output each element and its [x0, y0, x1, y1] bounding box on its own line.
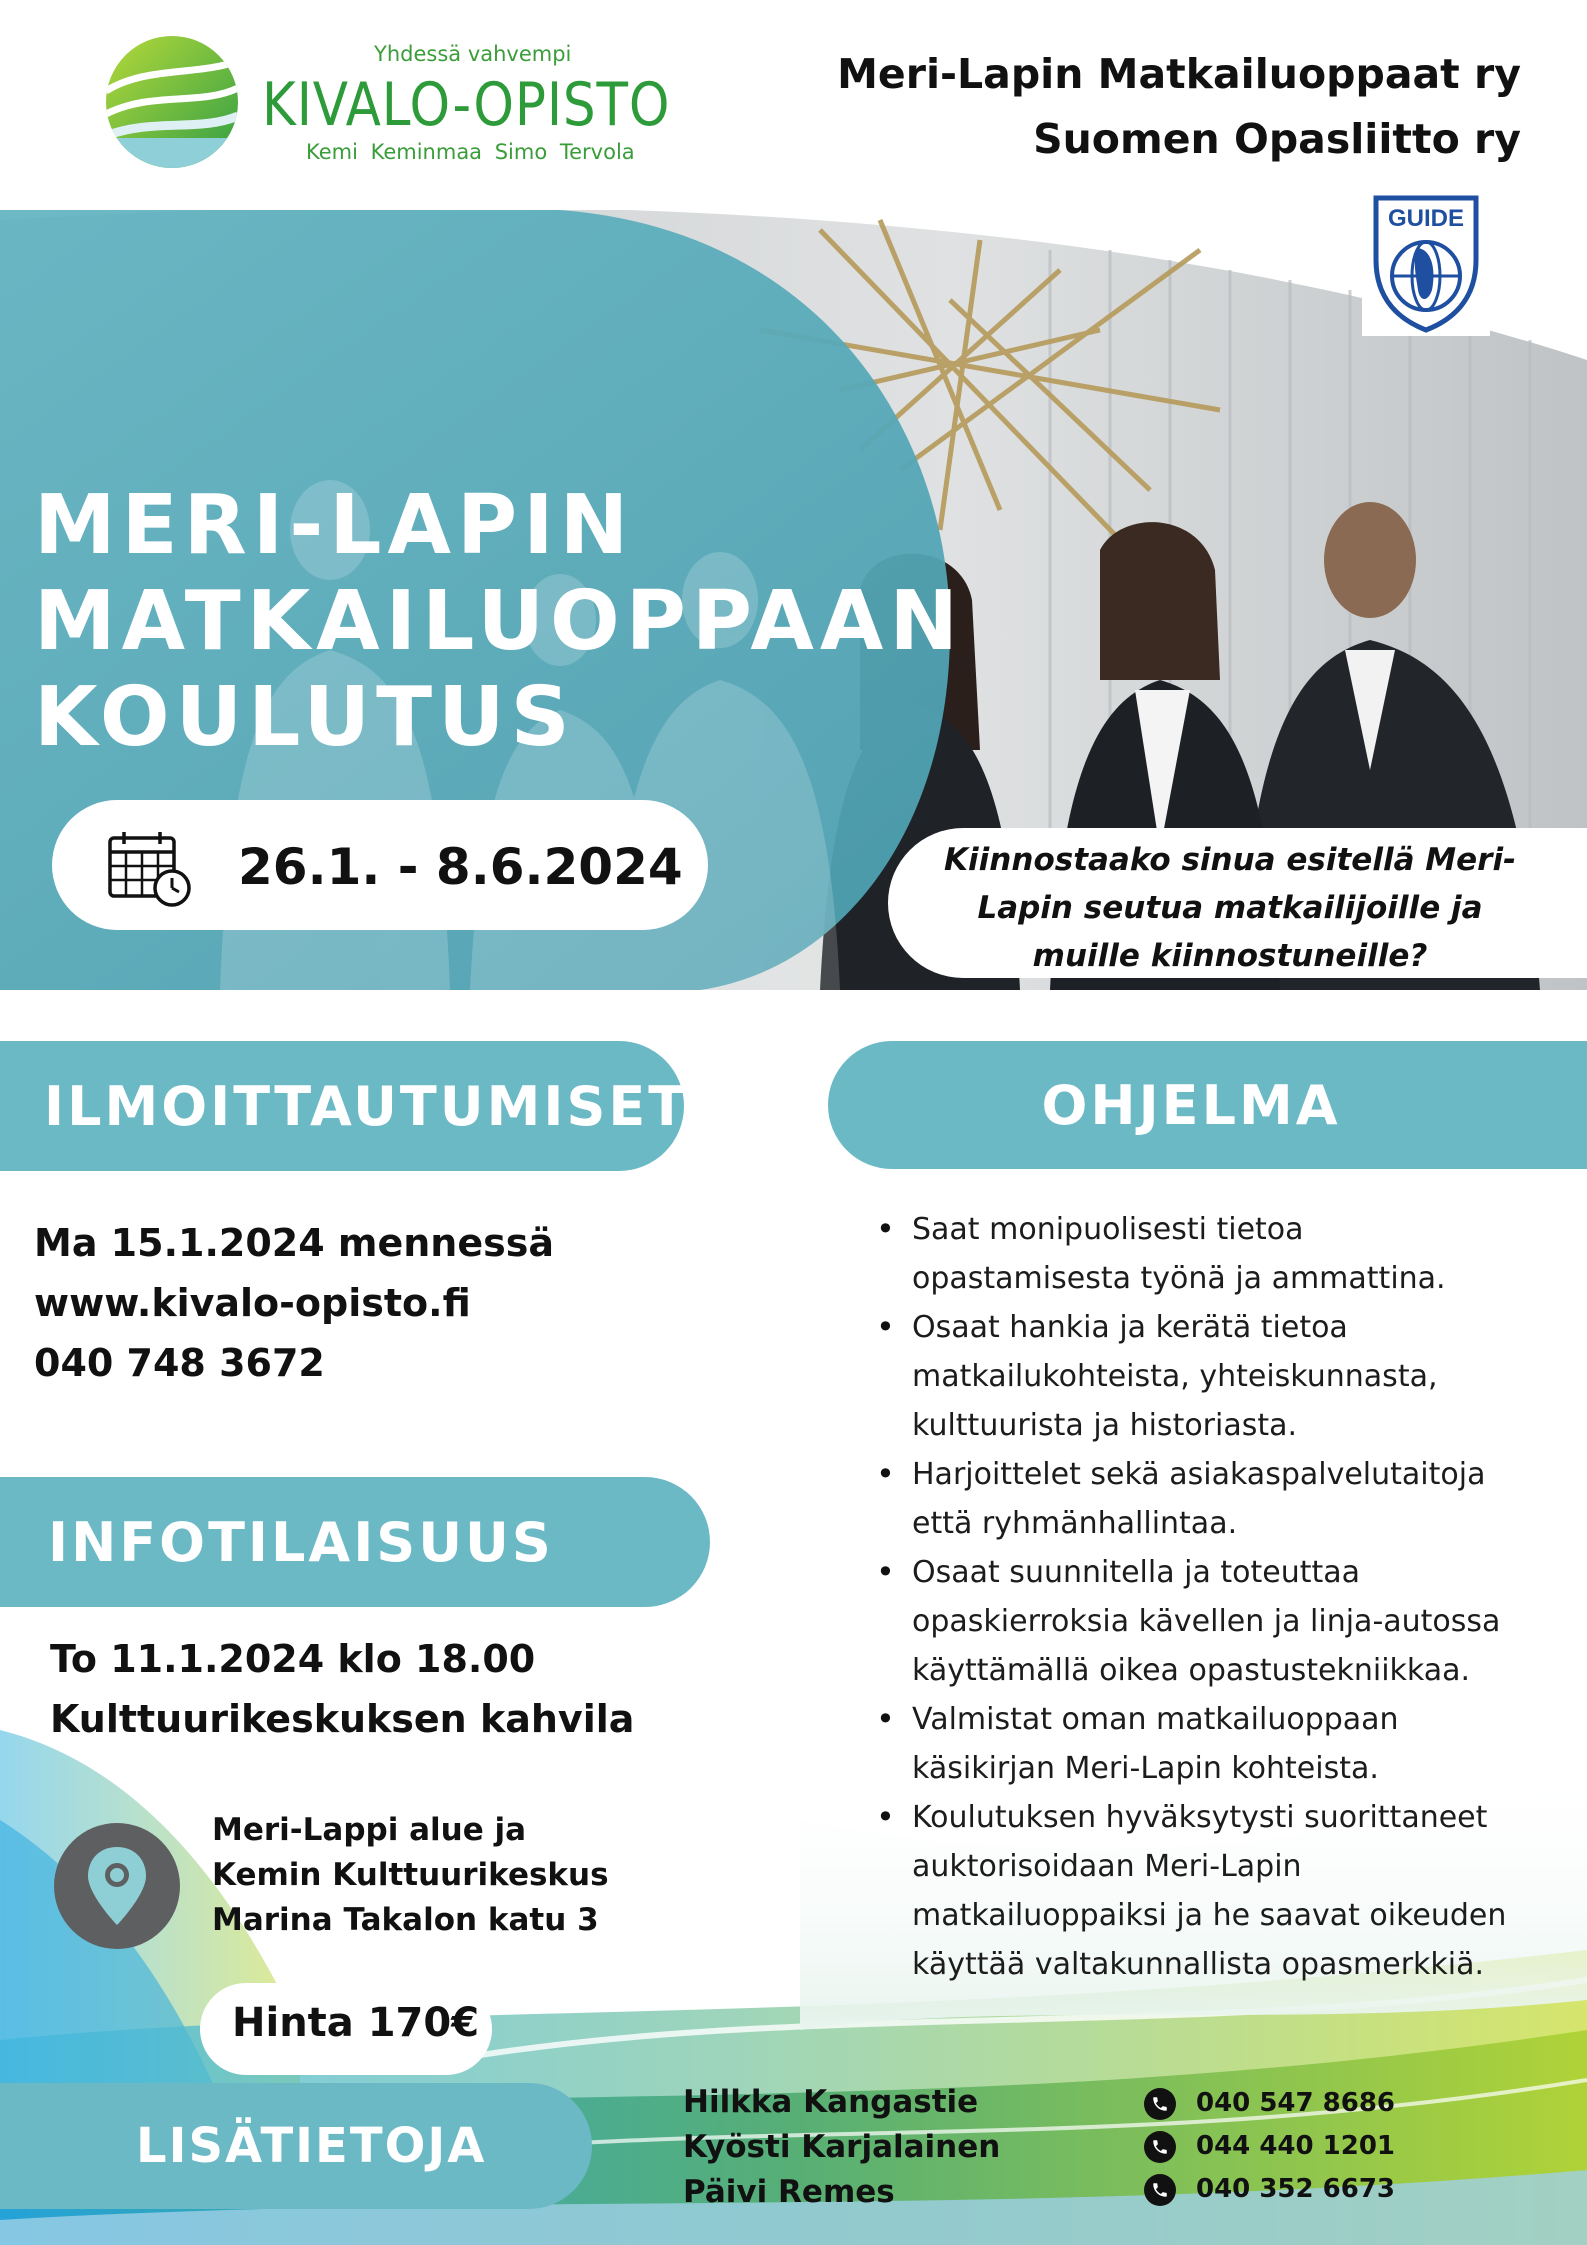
price: Hinta 170€ [232, 2000, 480, 2046]
info-session-details [50, 1629, 634, 1749]
registration-website: www.kivalo-opisto.fi [34, 1281, 471, 1325]
location-line: Kemin Kulttuurikeskus [212, 1857, 609, 1893]
info-session-place: Kulttuurikeskuksen kahvila [50, 1697, 635, 1741]
question-line: muille kiinnostuneille? [1032, 938, 1428, 974]
contact-name: Kyösti Karjalainen [683, 2129, 1001, 2165]
guide-badge-label: GUIDE [1387, 205, 1465, 232]
contact-phone: 040 352 6673 [1196, 2174, 1396, 2204]
contact-phone-row [1144, 2125, 1395, 2168]
logo-towns: Kemi Keminmaa Simo Tervola [306, 140, 635, 164]
program-item: • Saat monipuolisesti tietoa opastamisesta työnä ja ammattina. [876, 1205, 1516, 1303]
phone-icon [1144, 2131, 1176, 2163]
contact-phone: 040 547 8686 [1196, 2088, 1396, 2118]
program-item: • Valmistat oman matkailuoppaan käsikirjan Meri-Lapin kohteista. [876, 1695, 1516, 1793]
program-item: • Osaat hankia ja kerätä tietoa matkailukohteista, yhteiskunnasta, kulttuurista ja historiasta. [876, 1303, 1516, 1450]
course-dates: 26.1. - 8.6.2024 [238, 838, 683, 896]
info-session-time: To 11.1.2024 klo 18.00 [50, 1637, 536, 1681]
location-pin-icon [54, 1823, 180, 1949]
organization-name: Suomen Opasliitto ry [1033, 115, 1521, 163]
guide-badge [1362, 190, 1490, 336]
logo-name: KIVALO-OPISTO [262, 70, 671, 140]
phone-icon [1144, 2088, 1176, 2120]
registration-phone: 040 748 3672 [34, 1341, 325, 1385]
program-heading: OHJELMA [828, 1041, 1587, 1169]
question-line: Kiinnostaako sinua esitellä Meri- [944, 842, 1516, 878]
registration-details [34, 1213, 554, 1393]
course-title-line: MERI-LAPIN [34, 478, 635, 573]
location-details [212, 1808, 609, 1943]
logo-tagline: Yhdessä vahvempi [374, 42, 572, 66]
question-text [930, 836, 1530, 980]
phone-icon [1144, 2174, 1176, 2206]
contact-phone-row [1144, 2082, 1395, 2125]
course-title-line: MATKAILUOPPAAN [34, 574, 964, 669]
location-line: Meri-Lappi alue ja [212, 1812, 527, 1848]
program-item: • Harjoittelet sekä asiakaspalvelutaitoja että ryhmänhallintaa. [876, 1450, 1516, 1548]
contact-name: Hilkka Kangastie [683, 2084, 979, 2120]
contact-names [683, 2080, 1000, 2215]
info-session-heading: INFOTILAISUUS [0, 1477, 710, 1607]
contact-name: Päivi Remes [683, 2174, 895, 2210]
course-title [34, 478, 964, 766]
program-item: • Koulutuksen hyväksytysti suorittaneet auktorisoidaan Meri-Lapin matkailuoppaiksi ja he saavat oikeuden käyttää valtakunnallista opasmerkkiä. [876, 1793, 1516, 1989]
registration-heading: ILMOITTAUTUMISET [0, 1041, 684, 1171]
contact-phone: 044 440 1201 [1196, 2131, 1396, 2161]
contacts-heading: LISÄTIETOJA [0, 2083, 592, 2209]
kivalo-logo-mark [106, 36, 238, 168]
organization-name: Meri-Lapin Matkailuoppaat ry [837, 50, 1521, 98]
calendar-clock-icon [104, 828, 194, 908]
location-line: Marina Takalon katu 3 [212, 1902, 599, 1938]
course-title-line: KOULUTUS [34, 670, 576, 765]
program-list [876, 1205, 1516, 1989]
contact-phones [1144, 2082, 1395, 2211]
question-line: Lapin seutua matkailijoille ja [977, 890, 1483, 926]
registration-deadline: Ma 15.1.2024 mennessä [34, 1221, 554, 1265]
contact-phone-row [1144, 2168, 1395, 2211]
program-item: • Osaat suunnitella ja toteuttaa opaskierroksia kävellen ja linja-autossa käyttämällä oikea opastustekniikkaa. [876, 1548, 1516, 1695]
